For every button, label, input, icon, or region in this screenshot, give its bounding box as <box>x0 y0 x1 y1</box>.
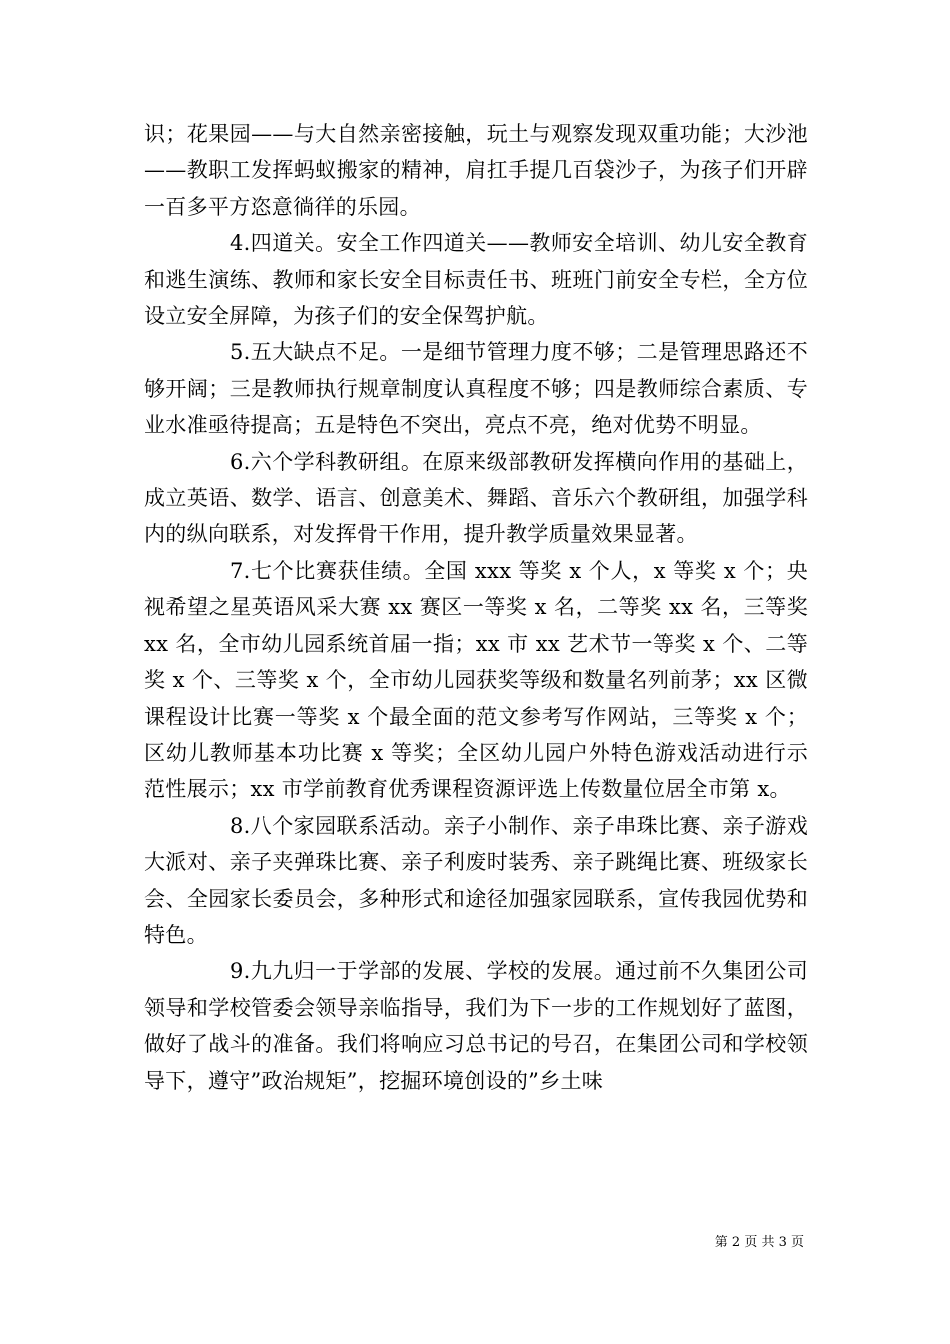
paragraph-item-4: 4.四道关。安全工作四道关——教师安全培训、幼儿安全教育和逃生演练、教师和家长安全目标责任书、班班门前安全专栏，全方位设立安全屏障，为孩子们的安全保驾护航。 <box>144 231 808 329</box>
paragraph-item-5: 5.五大缺点不足。一是细节管理力度不够；二是管理思路还不够开阔；三是教师执行规章制度认真程度不够；四是教师综合素质、专业水准亟待提高；五是特色不突出，亮点不亮，绝对优势不明显。 <box>144 340 808 438</box>
paragraph-item-9: 9.九九归一于学部的发展、学校的发展。通过前不久集团公司领导和学校管委会领导亲临指导，我们为下一步的工作规划好了蓝图，做好了战斗的准备。我们将响应习总书记的号召，在集团公司和学校领导下，遵守”政治规矩”，挖掘环境创设的”乡土味 <box>144 959 808 1093</box>
document-body <box>144 116 808 1099</box>
page-number-footer: 第 2 页 共 3 页 <box>714 1235 804 1250</box>
paragraph-item-6: 6.六个学科教研组。在原来级部教研发挥横向作用的基础上，成立英语、数学、语言、创意美术、舞蹈、音乐六个教研组，加强学科内的纵向联系，对发挥骨干作用，提升教学质量效果显著。 <box>144 449 808 547</box>
paragraph-item-8: 8.八个家园联系活动。亲子小制作、亲子串珠比赛、亲子游戏大派对、亲子夹弹珠比赛、亲子利废时装秀、亲子跳绳比赛、班级家长会、全园家长委员会，多种形式和途径加强家园联系，宣传我园优势和特色。 <box>144 813 808 947</box>
paragraph-item-7: 7.七个比赛获佳绩。全国 xxx 等奖 x 个人，x 等奖 x 个；央视希望之星英语风采大赛 xx 赛区一等奖 x 名，二等奖 xx 名，三等奖 xx 名，全市幼儿园系统首届一指；xx 市 xx 艺术节一等奖 x 个、二等奖 x 个、三等奖 x 个，全市幼儿园获奖等级和数量名列前茅；xx 区微课程设计比赛一等奖 x 个最全面的范文参考写作网站，三等奖 x 个；区幼儿教师基本功比赛 x 等奖；全区幼儿园户外特色游戏活动进行示范性展示；xx 市学前教育优秀课程资源评选上传数量位居全市第 x。 <box>144 558 808 802</box>
paragraph-continued: 识；花果园——与大自然亲密接触，玩土与观察发现双重功能；大沙池——教职工发挥蚂蚁搬家的精神，肩扛手提几百袋沙子，为孩子们开辟一百多平方恣意徜徉的乐园。 <box>144 122 808 219</box>
